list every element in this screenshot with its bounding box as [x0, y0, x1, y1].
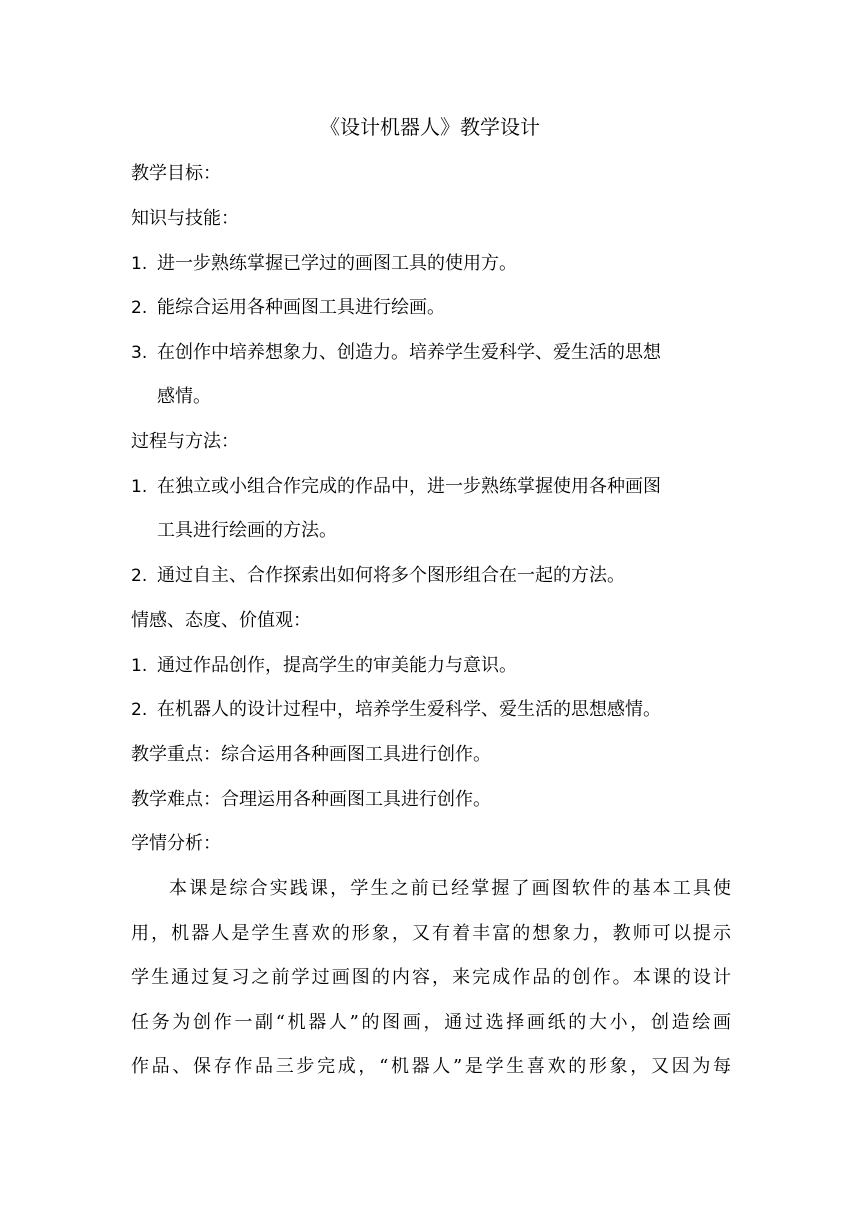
process-heading: 过程与方法：	[131, 431, 239, 452]
item-number: 2.	[131, 298, 148, 318]
objectives-heading: 教学目标：	[131, 163, 221, 184]
document-title: 《设计机器人》教学设计	[320, 115, 540, 139]
paragraph-line: 作品、保存作品三步完成，“机器人”是学生喜欢的形象，又因为每	[131, 1056, 731, 1077]
item-text: 在独立或小组合作完成的作品中，进一步熟练掌握使用各种画图	[157, 476, 661, 497]
emotion-heading: 情感、态度、价值观：	[131, 610, 311, 631]
item-number: 2.	[131, 700, 148, 720]
item-text-continued: 感情。	[157, 386, 211, 407]
item-number: 1.	[131, 477, 148, 497]
item-text: 能综合运用各种画图工具进行绘画。	[157, 297, 445, 318]
paragraph-line: 本课是综合实践课，学生之前已经掌握了画图软件的基本工具使	[169, 878, 731, 899]
item-text: 通过自主、合作探索出如何将多个图形组合在一起的方法。	[157, 565, 625, 586]
item-number: 2.	[131, 566, 148, 586]
item-text-continued: 工具进行绘画的方法。	[157, 520, 337, 541]
difficult-point: 教学难点：合理运用各种画图工具进行创作。	[131, 789, 491, 810]
item-number: 1.	[131, 254, 148, 274]
item-text: 通过作品创作，提高学生的审美能力与意识。	[157, 655, 517, 676]
item-number: 3.	[131, 343, 148, 363]
paragraph-line: 任务为创作一副“机器人”的图画，通过选择画纸的大小，创造绘画	[131, 1012, 731, 1033]
paragraph-line: 学生通过复习之前学过画图的内容，来完成作品的创作。本课的设计	[131, 967, 731, 988]
item-text: 在机器人的设计过程中，培养学生爱科学、爱生活的思想感情。	[157, 699, 661, 720]
paragraph-line: 用，机器人是学生喜欢的形象，又有着丰富的想象力，教师可以提示	[131, 923, 731, 944]
knowledge-heading: 知识与技能：	[131, 208, 239, 229]
item-number: 1.	[131, 656, 148, 676]
key-point: 教学重点：综合运用各种画图工具进行创作。	[131, 744, 491, 765]
analysis-heading: 学情分析：	[131, 833, 221, 854]
item-text: 进一步熟练掌握已学过的画图工具的使用方。	[157, 253, 517, 274]
item-text: 在创作中培养想象力、创造力。培养学生爱科学、爱生活的思想	[157, 342, 661, 363]
